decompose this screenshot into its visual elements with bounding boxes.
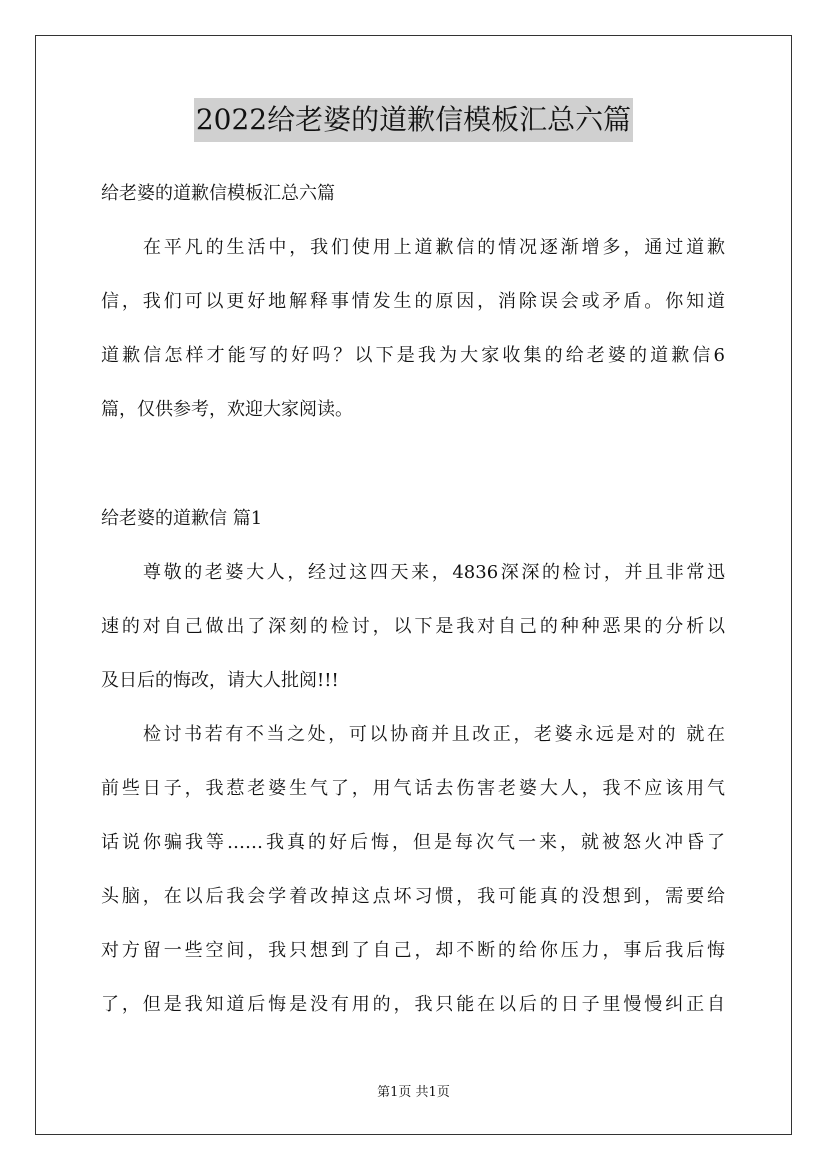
document-subtitle: 给老婆的道歉信模板汇总六篇 <box>101 183 335 204</box>
para1-line-1: 尊敬的老婆大人，经过这四天来，4836深深的检讨，并且非常迅 <box>143 562 725 583</box>
para2-line-2: 前些日子，我惹老婆生气了，用气话去伤害老婆大人，我不应该用气 <box>101 778 725 799</box>
para1-line-3: 及日后的悔改，请大人批阅!!! <box>101 670 339 691</box>
para2-line-5: 对方留一些空间，我只想到了自己，却不断的给你压力，事后我后悔 <box>101 940 725 961</box>
section-heading: 给老婆的道歉信 篇1 <box>101 508 263 529</box>
para2-line-6: 了，但是我知道后悔是没有用的，我只能在以后的日子里慢慢纠正自 <box>101 994 725 1015</box>
para2-line-4: 头脑，在以后我会学着改掉这点坏习惯，我可能真的没想到，需要给 <box>101 886 725 907</box>
intro-line-1: 在平凡的生活中，我们使用上道歉信的情况逐渐增多，通过道歉 <box>143 237 725 258</box>
para2-line-1: 检讨书若有不当之处，可以协商并且改正，老婆永远是对的 就在 <box>143 724 725 745</box>
page-footer: 第1页 共1页 <box>377 1085 450 1100</box>
intro-line-2: 信，我们可以更好地解释事情发生的原因，消除误会或矛盾。你知道 <box>101 291 725 312</box>
intro-line-3: 道歉信怎样才能写的好吗？以下是我为大家收集的给老婆的道歉信6 <box>101 345 725 366</box>
document-title-text: 2022给老婆的道歉信模板汇总六篇 <box>194 98 633 142</box>
intro-line-4: 篇，仅供参考，欢迎大家阅读。 <box>101 399 353 420</box>
para2-line-3: 话说你骗我等……我真的好后悔，但是每次气一来，就被怒火冲昏了 <box>101 832 725 853</box>
para1-line-2: 速的对自己做出了深刻的检讨，以下是我对自己的种种恶果的分析以 <box>101 616 725 637</box>
document-title <box>0 98 827 142</box>
